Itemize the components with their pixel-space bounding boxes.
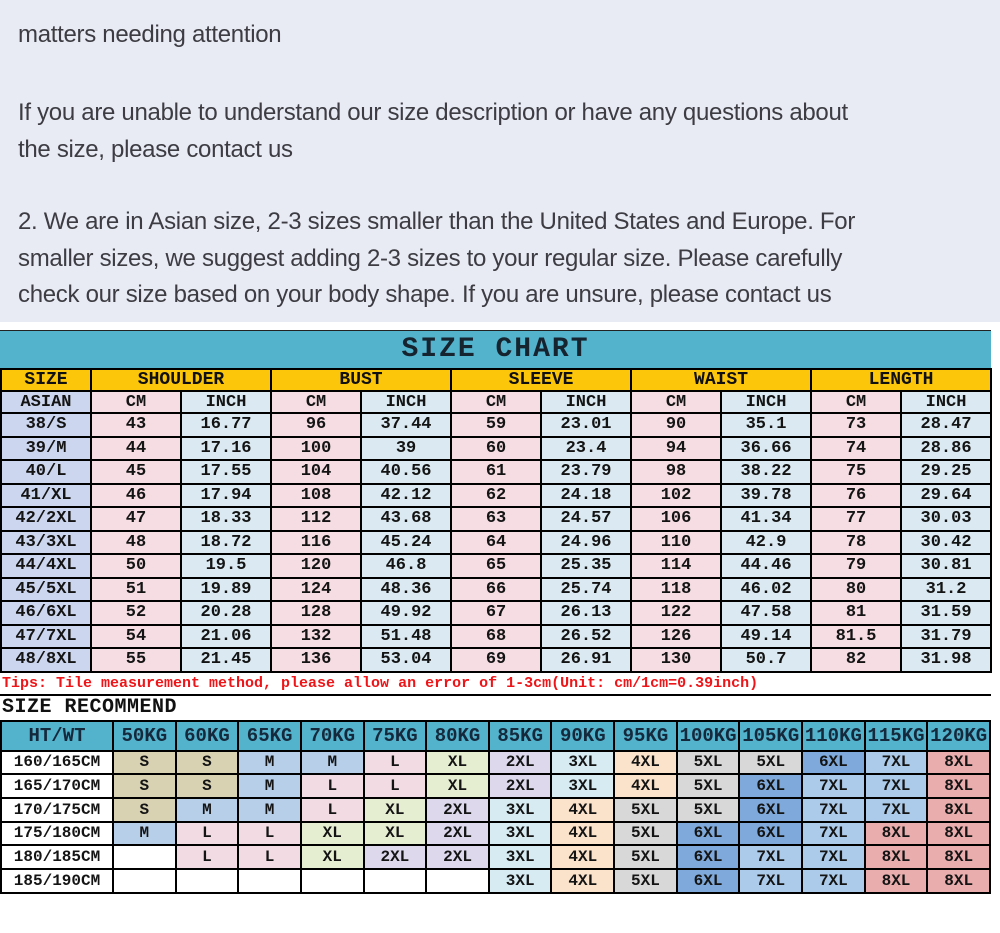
unit-header: CM	[451, 391, 541, 413]
column-group-header: SLEEVE	[451, 369, 631, 391]
measurement-cell: 102	[631, 484, 721, 508]
measurement-cell: 36.66	[721, 437, 811, 461]
recommended-size-cell: L	[176, 845, 239, 869]
recommended-size-cell: 7XL	[802, 798, 865, 822]
measurement-cell: 78	[811, 531, 901, 555]
weight-header: 65KG	[238, 721, 301, 751]
recommended-size-cell: 5XL	[614, 798, 677, 822]
recommended-size-cell: 8XL	[865, 845, 928, 869]
measurement-cell: 46.02	[721, 578, 811, 602]
measurement-cell: 65	[451, 554, 541, 578]
size-recommend-heading: SIZE RECOMMEND	[2, 696, 178, 719]
measurement-cell: 24.18	[541, 484, 631, 508]
notes-section	[0, 0, 1000, 322]
size-chart-row	[1, 507, 991, 531]
recommended-size-cell: 3XL	[489, 798, 552, 822]
measurement-cell: 55	[91, 648, 181, 672]
size-label-cell: 46/6XL	[1, 601, 91, 625]
measurement-cell: 46.8	[361, 554, 451, 578]
measurement-cell: 128	[271, 601, 361, 625]
recommend-row	[1, 822, 990, 846]
size-chart-title: SIZE CHART	[401, 334, 590, 365]
measurement-cell: 108	[271, 484, 361, 508]
recommended-size-cell: M	[301, 751, 364, 775]
measurement-cell: 20.28	[181, 601, 271, 625]
weight-header: 85KG	[489, 721, 552, 751]
size-chart-row	[1, 437, 991, 461]
weight-header: 60KG	[176, 721, 239, 751]
measurement-cell: 49.92	[361, 601, 451, 625]
recommended-size-cell: XL	[301, 822, 364, 846]
size-label-cell: 48/8XL	[1, 648, 91, 672]
recommend-row	[1, 751, 990, 775]
recommended-size-cell: 2XL	[426, 798, 489, 822]
measurement-cell: 80	[811, 578, 901, 602]
size-chart-subheader-row	[1, 391, 991, 413]
recommended-size-cell: S	[176, 774, 239, 798]
measurement-cell: 61	[451, 460, 541, 484]
measurement-cell: 63	[451, 507, 541, 531]
measurement-cell: 122	[631, 601, 721, 625]
measurement-cell: 16.77	[181, 413, 271, 437]
weight-header: 95KG	[614, 721, 677, 751]
measurement-cell: 43.68	[361, 507, 451, 531]
recommended-size-cell: M	[176, 798, 239, 822]
measurement-cell: 31.98	[901, 648, 991, 672]
notes-paragraphs	[18, 95, 1000, 314]
recommend-header-row	[1, 721, 990, 751]
measurement-cell: 50.7	[721, 648, 811, 672]
measurement-cell: 94	[631, 437, 721, 461]
measurement-cell: 49.14	[721, 625, 811, 649]
size-chart-head	[1, 369, 991, 413]
measurement-cell: 23.4	[541, 437, 631, 461]
measurement-cell: 29.25	[901, 460, 991, 484]
recommended-size-cell: XL	[364, 822, 427, 846]
recommended-size-cell: 7XL	[739, 869, 802, 893]
measurement-cell: 28.86	[901, 437, 991, 461]
measurement-cell: 59	[451, 413, 541, 437]
recommended-size-cell: 7XL	[865, 798, 928, 822]
column-group-header: WAIST	[631, 369, 811, 391]
recommended-size-cell: XL	[301, 845, 364, 869]
recommended-size-cell: 4XL	[551, 869, 614, 893]
unit-header: INCH	[361, 391, 451, 413]
size-chart-row	[1, 554, 991, 578]
recommended-size-cell: L	[238, 845, 301, 869]
measurement-cell: 68	[451, 625, 541, 649]
measurement-cell: 24.57	[541, 507, 631, 531]
measurement-cell: 66	[451, 578, 541, 602]
measurement-cell: 81.5	[811, 625, 901, 649]
measurement-cell: 46	[91, 484, 181, 508]
recommended-size-cell: 6XL	[739, 798, 802, 822]
size-chart-row	[1, 460, 991, 484]
measurement-cell: 47	[91, 507, 181, 531]
size-chart-row	[1, 601, 991, 625]
recommended-size-cell: M	[238, 751, 301, 775]
unit-header: INCH	[901, 391, 991, 413]
recommended-size-cell: 8XL	[927, 774, 990, 798]
empty-cell	[426, 869, 489, 893]
measurement-cell: 76	[811, 484, 901, 508]
empty-cell	[238, 869, 301, 893]
measurement-cell: 18.33	[181, 507, 271, 531]
measurement-cell: 30.81	[901, 554, 991, 578]
measurement-cell: 96	[271, 413, 361, 437]
notes-heading: matters needing attention	[18, 21, 282, 48]
measurement-cell: 31.59	[901, 601, 991, 625]
recommended-size-cell: 6XL	[802, 751, 865, 775]
size-chart-section	[0, 330, 1000, 673]
measurement-cell: 75	[811, 460, 901, 484]
recommended-size-cell: XL	[426, 774, 489, 798]
recommended-size-cell: XL	[426, 751, 489, 775]
weight-header: 75KG	[364, 721, 427, 751]
column-group-header: SHOULDER	[91, 369, 271, 391]
recommended-size-cell: 5XL	[677, 774, 740, 798]
recommended-size-cell: L	[364, 751, 427, 775]
measurement-cell: 112	[271, 507, 361, 531]
measurement-cell: 106	[631, 507, 721, 531]
recommended-size-cell: 3XL	[551, 774, 614, 798]
recommended-size-cell: 7XL	[802, 774, 865, 798]
measurement-cell: 17.55	[181, 460, 271, 484]
unit-header: INCH	[541, 391, 631, 413]
unit-header: CM	[271, 391, 361, 413]
measurement-cell: 19.5	[181, 554, 271, 578]
white-gap	[0, 322, 1000, 330]
measurement-cell: 73	[811, 413, 901, 437]
measurement-cell: 100	[271, 437, 361, 461]
measurement-cell: 37.44	[361, 413, 451, 437]
recommended-size-cell: 6XL	[739, 822, 802, 846]
measurement-cell: 69	[451, 648, 541, 672]
recommended-size-cell: 7XL	[865, 751, 928, 775]
measurement-cell: 67	[451, 601, 541, 625]
recommended-size-cell: L	[238, 822, 301, 846]
size-chart-table	[0, 368, 992, 673]
weight-header: 115KG	[865, 721, 928, 751]
measurement-cell: 53.04	[361, 648, 451, 672]
recommended-size-cell: M	[113, 822, 176, 846]
measurement-cell: 39.78	[721, 484, 811, 508]
recommended-size-cell: S	[113, 774, 176, 798]
empty-cell	[301, 869, 364, 893]
measurement-cell: 25.35	[541, 554, 631, 578]
recommended-size-cell: 8XL	[927, 822, 990, 846]
note-line: check our size based on your body shape. If you are unsure, please contact us	[18, 281, 832, 308]
recommended-size-cell: 3XL	[489, 845, 552, 869]
empty-cell	[176, 869, 239, 893]
measurement-cell: 19.89	[181, 578, 271, 602]
measurement-cell: 62	[451, 484, 541, 508]
recommended-size-cell: 3XL	[489, 822, 552, 846]
measurement-cell: 26.13	[541, 601, 631, 625]
note-paragraph	[18, 204, 1000, 314]
size-label-cell: 44/4XL	[1, 554, 91, 578]
note-line: smaller sizes, we suggest adding 2-3 sizes to your regular size. Please carefully	[18, 244, 843, 272]
size-chart-body	[1, 413, 991, 672]
measurement-cell: 44	[91, 437, 181, 461]
size-chart-row	[1, 578, 991, 602]
recommended-size-cell: 6XL	[677, 869, 740, 893]
recommended-size-cell: S	[113, 751, 176, 775]
size-recommend-table	[0, 720, 991, 894]
unit-header: CM	[631, 391, 721, 413]
recommended-size-cell: 2XL	[489, 751, 552, 775]
height-label-cell: 170/175CM	[1, 798, 113, 822]
recommended-size-cell: 4XL	[614, 774, 677, 798]
measurement-cell: 26.52	[541, 625, 631, 649]
measurement-cell: 48.36	[361, 578, 451, 602]
measurement-cell: 42.12	[361, 484, 451, 508]
measurement-cell: 29.64	[901, 484, 991, 508]
recommended-size-cell: 8XL	[927, 869, 990, 893]
measurement-cell: 90	[631, 413, 721, 437]
recommended-size-cell: 2XL	[426, 845, 489, 869]
recommended-size-cell: L	[301, 798, 364, 822]
recommend-head	[1, 721, 990, 751]
measurement-cell: 24.96	[541, 531, 631, 555]
recommended-size-cell: 4XL	[614, 751, 677, 775]
recommended-size-cell: L	[176, 822, 239, 846]
recommended-size-cell: 7XL	[865, 774, 928, 798]
note-line: If you are unable to understand our size description or have any questions about	[18, 99, 848, 126]
measurement-cell: 132	[271, 625, 361, 649]
size-label-cell: 47/7XL	[1, 625, 91, 649]
recommended-size-cell: 4XL	[551, 845, 614, 869]
recommend-row	[1, 774, 990, 798]
height-label-cell: 185/190CM	[1, 869, 113, 893]
measurement-cell: 116	[271, 531, 361, 555]
measurement-cell: 48	[91, 531, 181, 555]
size-chart-row	[1, 648, 991, 672]
recommended-size-cell: 5XL	[739, 751, 802, 775]
measurement-cell: 45	[91, 460, 181, 484]
weight-header: 105KG	[739, 721, 802, 751]
recommend-row	[1, 798, 990, 822]
measurement-cell: 52	[91, 601, 181, 625]
recommended-size-cell: XL	[364, 798, 427, 822]
height-label-cell: 160/165CM	[1, 751, 113, 775]
measurement-cell: 40.56	[361, 460, 451, 484]
measurement-cell: 98	[631, 460, 721, 484]
recommended-size-cell: 6XL	[677, 845, 740, 869]
measurement-cell: 130	[631, 648, 721, 672]
column-group-header: BUST	[271, 369, 451, 391]
recommended-size-cell: 3XL	[551, 751, 614, 775]
measurement-cell: 50	[91, 554, 181, 578]
size-label-cell: 45/5XL	[1, 578, 91, 602]
unit-header: INCH	[721, 391, 811, 413]
note-line: 2. We are in Asian size, 2-3 sizes smaller than the United States and Europe. For	[18, 208, 856, 235]
measurement-cell: 23.79	[541, 460, 631, 484]
measurement-cell: 42.9	[721, 531, 811, 555]
measurement-cell: 74	[811, 437, 901, 461]
recommended-size-cell: 2XL	[364, 845, 427, 869]
empty-cell	[113, 845, 176, 869]
measurement-tips: Tips: Tile measurement method, please allow an error of 1-3cm(Unit: cm/1cm=0.39inch)	[0, 673, 991, 696]
measurement-cell: 21.45	[181, 648, 271, 672]
empty-cell	[113, 869, 176, 893]
measurement-cell: 124	[271, 578, 361, 602]
size-chart-title-bar	[0, 330, 991, 368]
measurement-cell: 114	[631, 554, 721, 578]
recommended-size-cell: M	[238, 774, 301, 798]
measurement-cell: 120	[271, 554, 361, 578]
size-label-cell: 40/L	[1, 460, 91, 484]
recommended-size-cell: S	[176, 751, 239, 775]
recommended-size-cell: 3XL	[489, 869, 552, 893]
measurement-cell: 38.22	[721, 460, 811, 484]
recommended-size-cell: 2XL	[489, 774, 552, 798]
measurement-cell: 82	[811, 648, 901, 672]
measurement-cell: 35.1	[721, 413, 811, 437]
recommended-size-cell: L	[301, 774, 364, 798]
measurement-cell: 44.46	[721, 554, 811, 578]
unit-header: CM	[811, 391, 901, 413]
note-paragraph	[18, 95, 1000, 168]
empty-cell	[364, 869, 427, 893]
recommended-size-cell: 8XL	[927, 751, 990, 775]
recommend-row	[1, 845, 990, 869]
measurement-cell: 25.74	[541, 578, 631, 602]
note-line: the size, please contact us	[18, 135, 293, 163]
measurement-cell: 17.94	[181, 484, 271, 508]
measurement-cell: 136	[271, 648, 361, 672]
size-chart-row	[1, 413, 991, 437]
size-label-cell: 42/2XL	[1, 507, 91, 531]
recommended-size-cell: 6XL	[739, 774, 802, 798]
measurement-cell: 47.58	[721, 601, 811, 625]
measurement-cell: 60	[451, 437, 541, 461]
size-label-cell: 39/M	[1, 437, 91, 461]
recommended-size-cell: M	[238, 798, 301, 822]
weight-header: HT/WT	[1, 721, 113, 751]
measurement-cell: 81	[811, 601, 901, 625]
measurement-cell: 43	[91, 413, 181, 437]
size-chart-group-row	[1, 369, 991, 391]
size-label-cell: 43/3XL	[1, 531, 91, 555]
recommended-size-cell: 4XL	[551, 798, 614, 822]
measurement-cell: 79	[811, 554, 901, 578]
measurement-cell: 17.16	[181, 437, 271, 461]
recommended-size-cell: 4XL	[551, 822, 614, 846]
height-label-cell: 165/170CM	[1, 774, 113, 798]
recommended-size-cell: 8XL	[865, 822, 928, 846]
recommended-size-cell: 7XL	[802, 869, 865, 893]
recommended-size-cell: 8XL	[927, 845, 990, 869]
recommended-size-cell: 7XL	[802, 822, 865, 846]
recommended-size-cell: 2XL	[426, 822, 489, 846]
measurement-cell: 126	[631, 625, 721, 649]
size-label-cell: 41/XL	[1, 484, 91, 508]
recommended-size-cell: 5XL	[614, 845, 677, 869]
height-label-cell: 180/185CM	[1, 845, 113, 869]
unit-header: ASIAN	[1, 391, 91, 413]
recommended-size-cell: 5XL	[614, 822, 677, 846]
measurement-cell: 51	[91, 578, 181, 602]
size-chart-row	[1, 531, 991, 555]
recommend-body	[1, 751, 990, 893]
measurement-cell: 104	[271, 460, 361, 484]
size-chart-row	[1, 484, 991, 508]
weight-header: 50KG	[113, 721, 176, 751]
height-label-cell: 175/180CM	[1, 822, 113, 846]
column-group-header: SIZE	[1, 369, 91, 391]
measurement-cell: 18.72	[181, 531, 271, 555]
weight-header: 90KG	[551, 721, 614, 751]
recommended-size-cell: 8XL	[927, 798, 990, 822]
recommended-size-cell: L	[364, 774, 427, 798]
weight-header: 120KG	[927, 721, 990, 751]
measurement-cell: 39	[361, 437, 451, 461]
recommended-size-cell: 5XL	[677, 798, 740, 822]
size-label-cell: 38/S	[1, 413, 91, 437]
unit-header: INCH	[181, 391, 271, 413]
recommended-size-cell: 7XL	[739, 845, 802, 869]
unit-header: CM	[91, 391, 181, 413]
measurement-cell: 21.06	[181, 625, 271, 649]
measurement-cell: 54	[91, 625, 181, 649]
recommended-size-cell: 5XL	[614, 869, 677, 893]
measurement-cell: 64	[451, 531, 541, 555]
recommended-size-cell: 5XL	[677, 751, 740, 775]
weight-header: 100KG	[677, 721, 740, 751]
recommend-row	[1, 869, 990, 893]
measurement-cell: 28.47	[901, 413, 991, 437]
recommended-size-cell: 6XL	[677, 822, 740, 846]
measurement-cell: 31.2	[901, 578, 991, 602]
column-group-header: LENGTH	[811, 369, 991, 391]
recommended-size-cell: S	[113, 798, 176, 822]
measurement-cell: 30.42	[901, 531, 991, 555]
measurement-cell: 30.03	[901, 507, 991, 531]
recommended-size-cell: 8XL	[865, 869, 928, 893]
measurement-cell: 110	[631, 531, 721, 555]
recommended-size-cell: 7XL	[802, 845, 865, 869]
measurement-cell: 26.91	[541, 648, 631, 672]
measurement-cell: 51.48	[361, 625, 451, 649]
measurement-cell: 77	[811, 507, 901, 531]
weight-header: 80KG	[426, 721, 489, 751]
size-chart-row	[1, 625, 991, 649]
weight-header: 110KG	[802, 721, 865, 751]
measurement-cell: 23.01	[541, 413, 631, 437]
measurement-cell: 31.79	[901, 625, 991, 649]
measurement-cell: 118	[631, 578, 721, 602]
weight-header: 70KG	[301, 721, 364, 751]
measurement-cell: 41.34	[721, 507, 811, 531]
measurement-cell: 45.24	[361, 531, 451, 555]
